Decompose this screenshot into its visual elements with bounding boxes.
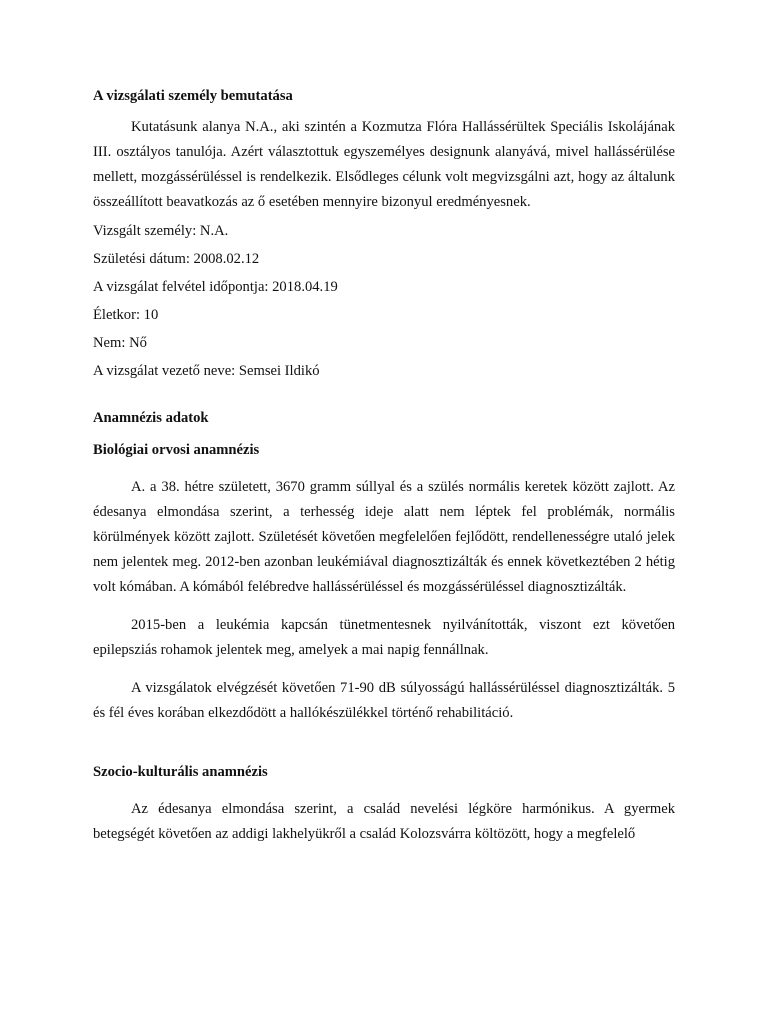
subheading-biological: Biológiai orvosi anamnézis bbox=[93, 442, 260, 458]
section-heading-sociocultural: Szocio-kulturális anamnézis bbox=[93, 764, 268, 780]
field-subject: Vizsgált személy: N.A. bbox=[93, 223, 229, 239]
intro-paragraph: Kutatásunk alanya N.A., aki szintén a Kozmutza Flóra Hallássérültek Speciális Iskolájának III. osztályos tanulója. Azért választottuk egyszemélyes designunk alanyává, mivel hallássérülése mellett, mozgássérüléssel is rendelkezik. Elsődleges célunk volt megvizsgálni azt, hogy az általunk összeállított beavatkozás az ő esetében mennyire bizonyul eredményesnek. bbox=[93, 119, 675, 210]
bio-paragraph-3: A vizsgálatok elvégzését követően 71-90 dB súlyosságú hallássérüléssel diagnosztizálták. 5 és fél éves korában elkezdődött a hallókészülékkel történő rehabilitáció. bbox=[93, 680, 675, 721]
field-sex: Nem: Nő bbox=[93, 335, 147, 351]
document-content bbox=[93, 86, 675, 847]
bio-paragraph-1: A. a 38. hétre született, 3670 gramm súllyal és a szülés normális keretek között zajlott. Az édesanya elmondása szerint, a terhesség ideje alatt nem léptek fel problémák, normális körülmények között zajlott. Születését követően megfelelően fejlődött, rendellenességre utaló jelek nem jelentek meg. 2012-ben azonban leukémiával diagnosztizálták és ennek következtében 2 hétig volt kómában. A kómából felébredve hallássérüléssel és mozgássérüléssel diagnosztizálták. bbox=[93, 479, 675, 595]
section-heading-subject: A vizsgálati személy bemutatása bbox=[93, 88, 293, 104]
field-exam-date: A vizsgálat felvétel időpontja: 2018.04.19 bbox=[93, 279, 338, 295]
subject-details bbox=[93, 221, 675, 381]
sociocultural-paragraph: Az édesanya elmondása szerint, a család nevelési légköre harmónikus. A gyermek betegségét követően az addigi lakhelyükről a család Kolozsvárra költözött, hogy a megfelelő bbox=[93, 801, 675, 842]
bio-paragraph-2: 2015-ben a leukémia kapcsán tünetmentesnek nyilvánították, viszont ezt követően epilepsziás rohamok jelentek meg, amelyek a mai napig fennállnak. bbox=[93, 617, 675, 658]
field-examiner: A vizsgálat vezető neve: Semsei Ildikó bbox=[93, 363, 320, 379]
section-heading-anamnesis: Anamnézis adatok bbox=[93, 410, 209, 426]
field-birthdate: Születési dátum: 2008.02.12 bbox=[93, 251, 260, 267]
field-age: Életkor: 10 bbox=[93, 307, 159, 323]
